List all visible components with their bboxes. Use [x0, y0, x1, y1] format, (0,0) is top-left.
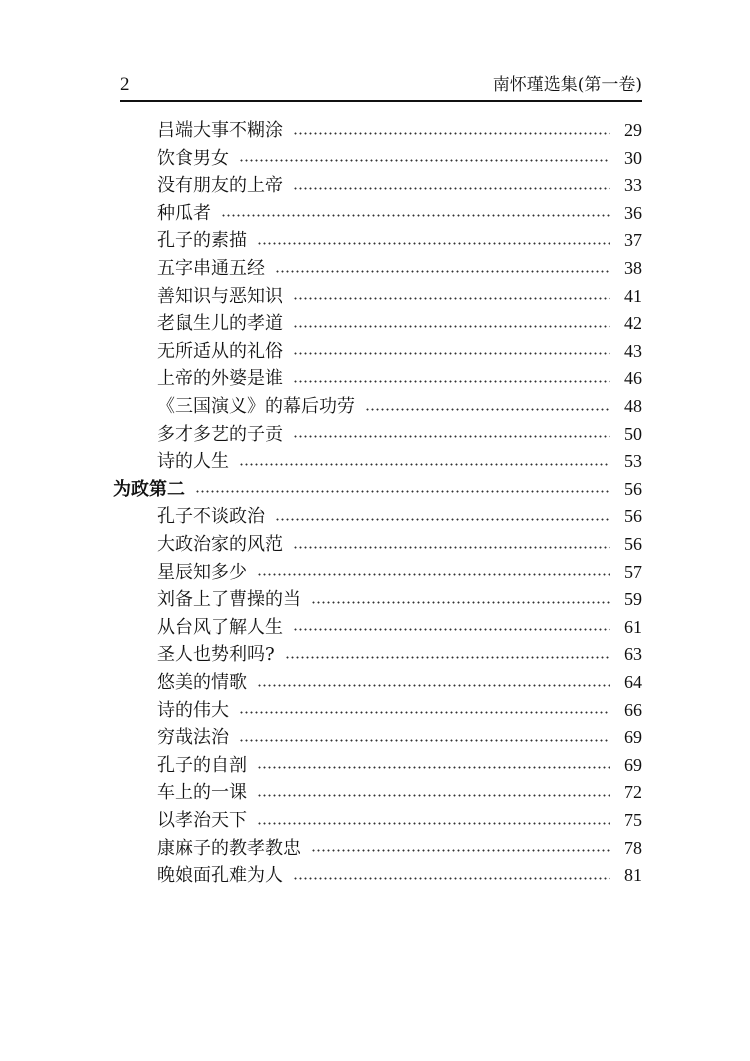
toc-entry-title: 诗的伟大 — [157, 699, 229, 721]
toc-entry — [157, 171, 642, 199]
toc-entry-page-number: 50 — [624, 423, 642, 444]
toc-entry — [157, 364, 642, 392]
toc-entry-page-number: 64 — [624, 672, 642, 692]
dot-leader — [293, 324, 610, 328]
toc-entry — [157, 723, 642, 751]
dot-leader — [221, 214, 610, 218]
dot-leader — [239, 711, 610, 715]
toc-chapter-entry — [113, 475, 642, 503]
toc-entry — [157, 199, 642, 227]
toc-entry — [157, 144, 642, 172]
toc-entry-page-number: 36 — [624, 202, 642, 223]
dot-leader — [293, 131, 610, 135]
dot-leader — [311, 600, 610, 604]
toc-entry-title: 孔子不谈政治 — [157, 506, 265, 528]
toc-entry — [157, 337, 642, 365]
toc-entry-title: 没有朋友的上帝 — [157, 175, 283, 197]
toc-entry — [157, 254, 642, 282]
dot-leader — [293, 628, 610, 632]
toc-entry-title: 多才多艺的子贡 — [157, 423, 283, 445]
page-number: 2 — [120, 74, 130, 95]
toc-entry — [157, 696, 642, 724]
toc-entry-page-number: 38 — [624, 258, 642, 278]
dot-leader — [257, 766, 610, 770]
toc-entry-page-number: 69 — [624, 727, 642, 748]
toc-entry-page-number: 53 — [624, 451, 642, 472]
toc-entry-title: 为政第二 — [113, 478, 185, 500]
toc-entry-title: 以孝治天下 — [157, 810, 247, 831]
toc-entry-title: 饮食男女 — [157, 147, 229, 169]
toc-entry-page-number: 57 — [624, 561, 642, 582]
toc-entry-page-number: 42 — [624, 313, 642, 334]
toc-entry-page-number: 43 — [624, 340, 642, 361]
toc-entry-page-number: 46 — [624, 368, 642, 389]
toc-entry-title: 老鼠生儿的孝道 — [157, 313, 283, 335]
dot-leader — [293, 352, 610, 356]
toc-entry-page-number: 63 — [624, 644, 642, 665]
dot-leader — [293, 435, 610, 439]
toc-entry-page-number: 66 — [624, 699, 642, 720]
toc-entry — [157, 834, 642, 862]
dot-leader — [257, 683, 610, 687]
dot-leader — [239, 738, 610, 742]
toc-entry-title: 种瓜者 — [157, 202, 211, 224]
toc-entry-page-number: 41 — [624, 285, 642, 306]
toc-entry-title: 车上的一课 — [157, 782, 247, 804]
dot-leader — [293, 545, 610, 549]
toc-entry-page-number: 59 — [624, 589, 642, 610]
book-title: 南怀瑾选集(第一卷) — [492, 75, 642, 95]
dot-leader — [365, 407, 610, 411]
toc-entry — [157, 502, 642, 530]
toc-entry-page-number: 30 — [624, 147, 642, 168]
dot-leader — [239, 159, 610, 163]
toc-entry-title: 无所适从的礼俗 — [157, 340, 283, 362]
toc-entry — [157, 640, 642, 668]
toc-entry-page-number: 29 — [624, 120, 642, 140]
toc-entry-page-number: 56 — [624, 506, 642, 527]
dot-leader — [195, 490, 610, 494]
toc-entry-title: 《三国演义》的幕后功劳 — [157, 396, 355, 417]
toc-entry-title: 大政治家的风范 — [157, 534, 283, 555]
toc-entry-title: 孔子的素描 — [157, 230, 247, 252]
page-header — [120, 71, 642, 99]
toc-entry — [157, 613, 642, 641]
toc-entry — [157, 585, 642, 613]
toc-entry — [157, 226, 642, 254]
toc-entry — [157, 420, 642, 448]
toc-entry-title: 圣人也势利吗? — [157, 644, 275, 666]
dot-leader — [293, 876, 610, 880]
toc-entry — [157, 530, 642, 558]
toc-entry-page-number: 37 — [624, 230, 642, 251]
toc-entry-page-number: 61 — [624, 616, 642, 637]
toc-entry-title: 悠美的情歌 — [157, 672, 247, 693]
toc-entry-title: 晚娘面孔难为人 — [157, 865, 283, 887]
toc-entry — [157, 861, 642, 889]
toc-entry-title: 康麻子的教孝教忠 — [157, 837, 301, 859]
toc-entry — [157, 116, 642, 144]
dot-leader — [293, 186, 610, 190]
toc-entry-page-number: 78 — [624, 837, 642, 858]
toc-entry-page-number: 56 — [624, 534, 642, 554]
toc-entry-page-number: 69 — [624, 754, 642, 775]
dot-leader — [257, 821, 610, 825]
toc-entry-title: 吕端大事不糊涂 — [157, 120, 283, 141]
dot-leader — [275, 517, 610, 521]
toc-entry-title: 五字串通五经 — [157, 258, 265, 279]
toc-entry-page-number: 72 — [624, 782, 642, 803]
toc-entry — [157, 309, 642, 337]
dot-leader — [293, 379, 610, 383]
toc-entry-title: 从台风了解人生 — [157, 616, 283, 638]
dot-leader — [239, 462, 610, 466]
toc-entry — [157, 778, 642, 806]
toc-entry — [157, 282, 642, 310]
toc-entry-page-number: 75 — [624, 810, 642, 830]
toc-entry-page-number: 81 — [624, 865, 642, 886]
toc-entry — [157, 447, 642, 475]
header-rule — [120, 100, 642, 102]
toc-entry — [157, 668, 642, 696]
toc-entry-page-number: 56 — [624, 478, 642, 499]
toc-entry-title: 穷哉法治 — [157, 727, 229, 749]
toc-entry — [157, 392, 642, 420]
dot-leader — [293, 297, 610, 301]
toc-entry-title: 刘备上了曹操的当 — [157, 589, 301, 611]
dot-leader — [257, 241, 610, 245]
toc-entry-title: 上帝的外婆是谁 — [157, 368, 283, 390]
dot-leader — [257, 793, 610, 797]
dot-leader — [257, 573, 610, 577]
toc-entry-title: 善知识与恶知识 — [157, 285, 283, 307]
toc-entry-title: 孔子的自剖 — [157, 754, 247, 776]
dot-leader — [311, 849, 610, 853]
dot-leader — [285, 655, 610, 659]
dot-leader — [275, 269, 610, 273]
toc-entry-title: 诗的人生 — [157, 451, 229, 473]
toc-entry — [157, 806, 642, 834]
toc-entry — [157, 751, 642, 779]
toc-entry — [157, 558, 642, 586]
toc-entry-page-number: 33 — [624, 175, 642, 196]
toc-entry-page-number: 48 — [624, 396, 642, 416]
toc-entry-title: 星辰知多少 — [157, 561, 247, 583]
